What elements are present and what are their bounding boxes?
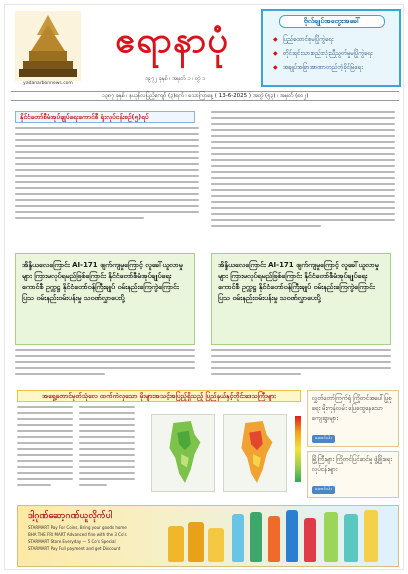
masthead: [11, 9, 399, 109]
sidebar-block-1-text: လွှတ်တော်ကြက်ရုံ ကြိုတင်အပေါ်ပြုစုရေး မိုးကုန်လမ်း ပြေထွေနေသော ကျေးရွာများ: [312, 395, 392, 422]
sidebar-block-1-tag[interactable]: ဆောင်းပါး: [312, 435, 335, 443]
bottle-image: [286, 510, 298, 562]
newspaper-page: [4, 4, 404, 570]
ad-brand: ဒါ့ဂုဏ်ဆော့ဂဏ်ယူလိုက်ပါ: [28, 511, 113, 521]
weather-headline: အရှေ့တောင်မုတ်သုံလေ ထက်ကဲလှသော မိုးများအသင့်အပြည့်ရှိသည့် ပြည်နယ်နှင့်တိုင်းဒေသကြီးများ: [17, 390, 301, 402]
pagoda-emblem-icon: [15, 11, 81, 81]
people-aim-item: ◆ အချုပ်အခြာအာဏာတည်တံ့ခိုင်မြဲရေး: [273, 61, 397, 75]
bottle-image: [250, 512, 262, 562]
advertisement-banner[interactable]: [17, 505, 399, 567]
sidebar-block-2: [307, 451, 399, 498]
sidebar-block-2-tag[interactable]: ဆောင်းပါး: [312, 486, 335, 494]
crash-condolence-box-left: [15, 253, 195, 345]
crash-right-body: [211, 349, 391, 379]
sidebar-block-2-text: မြို့ကြီးများ ကြိုတင်ပြင်ဆင်မှု ဖွံ့ဖြိုးရေးလုပ်ငန်းများ: [312, 456, 392, 473]
top-article-right-column: [211, 111, 395, 231]
bottle-image: [268, 516, 280, 562]
bottle-image: [344, 514, 358, 562]
bottle-image: [324, 512, 338, 562]
top-article-left-column: [15, 127, 199, 223]
bottle-image: [232, 514, 244, 562]
dateline: ၁၃၈၇ ခုနှစ် ၊ နယုန်လပြည့်ကျော် (၃)ရက် ၊ သောကြာနေ့ ( 13-6-2025 ) အတွဲ (၅၃) ၊ အမှတ် (၈၀၂): [11, 91, 399, 101]
ad-lines: [28, 524, 148, 552]
weather-feature: [17, 390, 301, 500]
crash-left-body: [15, 349, 195, 379]
top-article-headline: နိုင်ငံတော်စီမံအုပ်ချုပ်ရေးကောင်စီ ရုံးလုပ်ငန်းစဉ်(၅)ရပ်: [15, 111, 195, 123]
can-image: [188, 522, 204, 562]
people-aims-box: [261, 9, 401, 87]
right-sidebar: [307, 390, 399, 502]
ad-line: STARMART Pay Full payment and get Discount: [28, 546, 121, 551]
people-aims-list: [273, 33, 397, 75]
rainfall-map-1: [151, 414, 215, 492]
can-image: [168, 526, 184, 562]
rainfall-map-2: [223, 414, 287, 492]
issue-line: ၁၉၇၂ ခုနှစ် ၊ အမှတ် ၁ ၊ တွဲ ၁: [144, 76, 206, 82]
people-aim-item: ◆ ပြည်ထောင်စုမပြိုကွဲရေး: [273, 33, 397, 47]
crash-headline: အိန္ဒိယလေကြောင်း AI-171 ဖျက်ကျမှုကြောင့် လူခေါ်ယူလာမှုများ ကြားမလုပ်ရမည်ဖြစ်ကြောင်း နိုင်ငံတော်စီမံအုပ်ချုပ်ရေးကောင်စီ ဥက္ကဋ္ဌ နိုင်ငံတော်ဝန်ကြီးချုပ် ဝမ်းနည်းကြေကွဲကြောင်းပြသ ဝမ်းနည်းဝမ်းပန်းမှု သဝဏ်လွှာပေးပို့: [22, 261, 183, 302]
top-article: [15, 111, 403, 249]
crash-headline: အိန္ဒိယလေကြောင်း AI-171 ဖျက်ကျမှုကြောင့် လူခေါ်ယူလာမှုများ ကြားမလုပ်ရမည်ဖြစ်ကြောင်း နိုင်ငံတော်စီမံအုပ်ချုပ်ရေးကောင်စီ ဥက္ကဋ္ဌ နိုင်ငံတော်ဝန်ကြီးချုပ် ဝမ်းနည်းကြေကွဲကြောင်းပြသ ဝမ်းနည်းဝမ်းပန်းမှု သဝဏ်လွှာပေးပို့: [218, 261, 379, 302]
people-aims-title: ဗိုလ်ချုပ်အတွေးအခေါ်: [279, 15, 385, 28]
ad-line: BHA THE FRI MART Advanced fine with the 3 Co's: [28, 532, 127, 537]
bottle-image: [304, 518, 316, 562]
sidebar-block-1: [307, 390, 399, 447]
ad-line: STARMART Pay For Coins, Bring your goods home: [28, 525, 127, 530]
newspaper-title: ဧရာနာပုံ: [115, 19, 229, 61]
people-aim-item: ◆ တိုင်းရင်းသားစည်းလုံးညီညွတ်မှုမပြိုကွဲရေး: [273, 47, 397, 61]
weather-mid-text: [79, 406, 135, 490]
ad-line: STARMART Store Everyday — 5 Co's Special: [28, 539, 116, 544]
can-image: [208, 528, 224, 562]
weather-left-text: [17, 406, 73, 490]
bottle-image: [364, 510, 378, 562]
site-url: yadanarbonnews.com: [23, 81, 73, 86]
crash-condolence-box-right: [211, 253, 391, 345]
rainfall-legend: [295, 416, 301, 482]
